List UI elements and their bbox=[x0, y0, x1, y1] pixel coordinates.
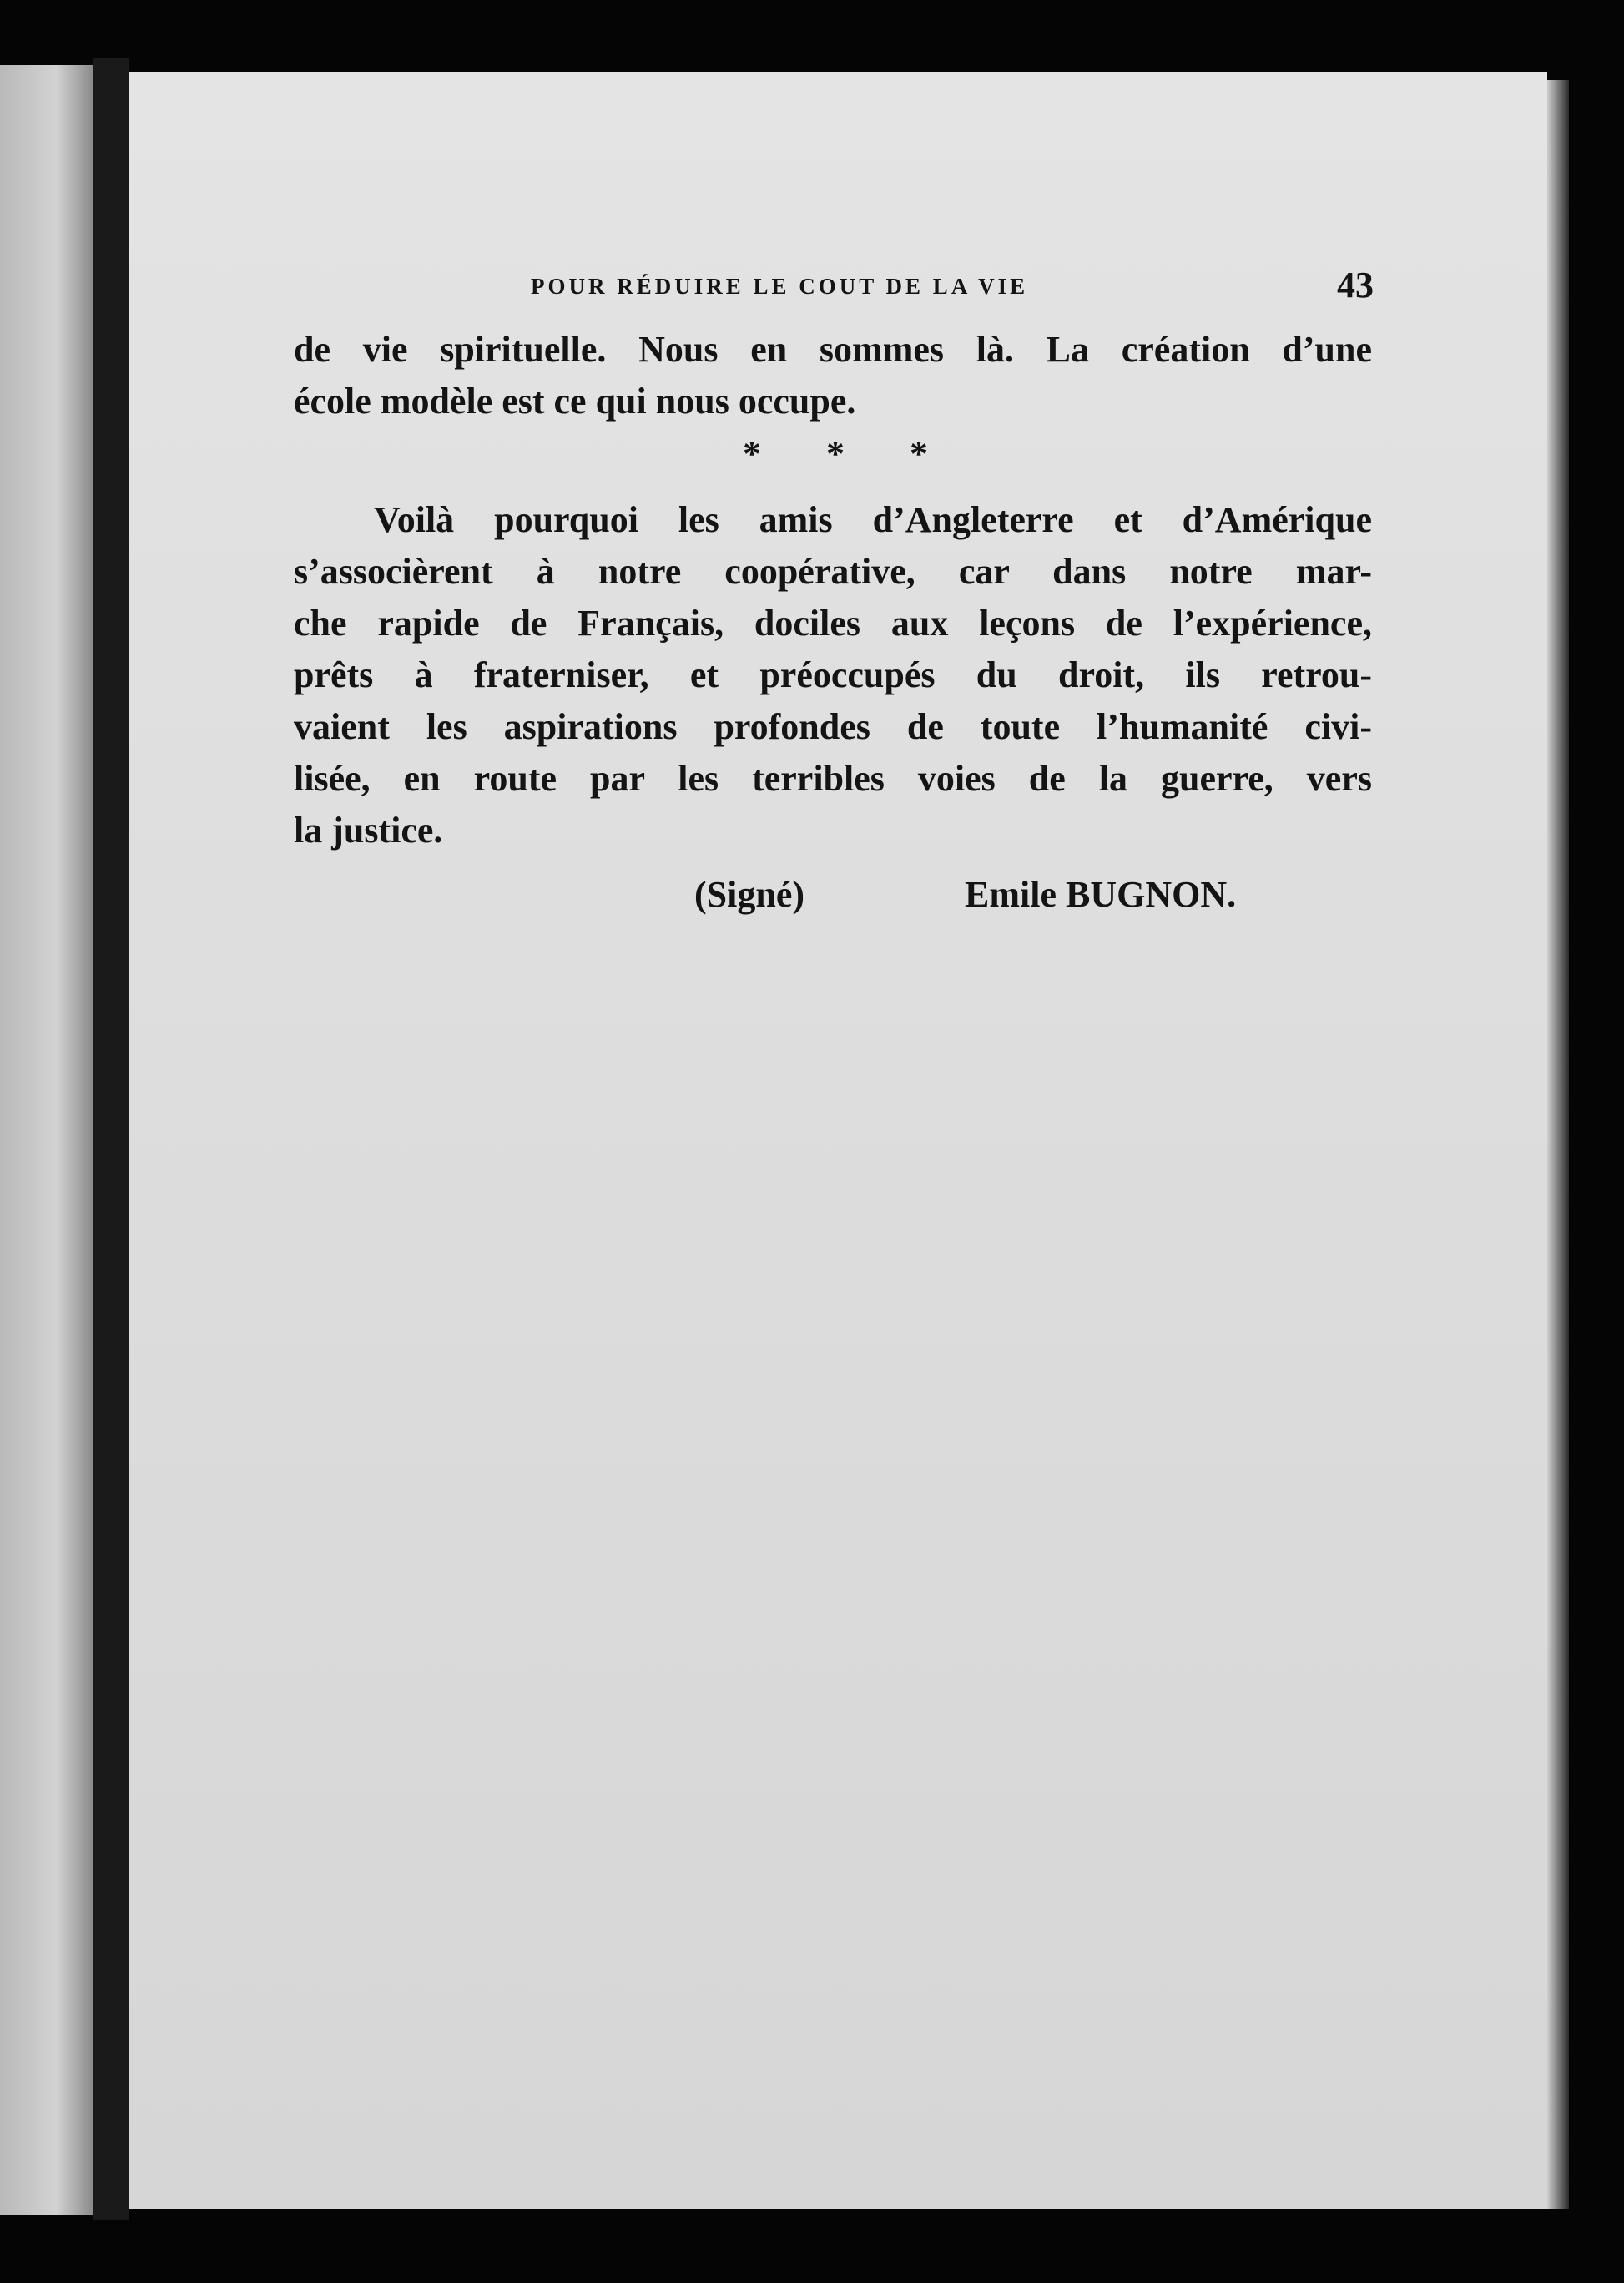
text-line: Voilà pourquoi les amis d’Angleterre et d’Amérique bbox=[374, 499, 1372, 540]
text-line: de vie spirituelle. Nous en sommes là. La création d’une bbox=[294, 329, 1372, 370]
text-line: vaient les aspirations profondes de toute l’humanité civi- bbox=[294, 706, 1372, 747]
signature-name: Emile BUGNON. bbox=[965, 874, 1237, 915]
running-title: POUR RÉDUIRE LE COUT DE LA VIE bbox=[531, 274, 1029, 299]
text-line: lisée, en route par les terribles voies de la guerre, vers bbox=[294, 758, 1372, 799]
separator-star: * bbox=[910, 433, 928, 474]
separator-star: * bbox=[826, 433, 845, 474]
paragraph-1 bbox=[294, 324, 1372, 427]
adjacent-page-strip bbox=[0, 65, 93, 2215]
text-line: che rapide de Français, dociles aux leçons de l’expérience, bbox=[294, 603, 1372, 644]
text-line: s’associèrent à notre coopérative, car dans notre mar- bbox=[294, 551, 1372, 592]
book-gutter bbox=[93, 58, 129, 2220]
text-line: école modèle est ce qui nous occupe. bbox=[294, 381, 856, 422]
text-line: prêts à fraterniser, et préoccupés du droit, ils retrou- bbox=[294, 654, 1372, 695]
section-separator bbox=[294, 427, 1372, 494]
running-head bbox=[294, 250, 1372, 317]
signature-label: (Signé) bbox=[694, 874, 804, 915]
page-edge bbox=[1547, 80, 1569, 2209]
paragraph-2 bbox=[294, 494, 1372, 856]
text-line: la justice. bbox=[294, 810, 443, 851]
text-block bbox=[294, 250, 1372, 928]
signature-line bbox=[294, 861, 1372, 928]
separator-star: * bbox=[743, 433, 761, 474]
page-number: 43 bbox=[1337, 265, 1374, 306]
